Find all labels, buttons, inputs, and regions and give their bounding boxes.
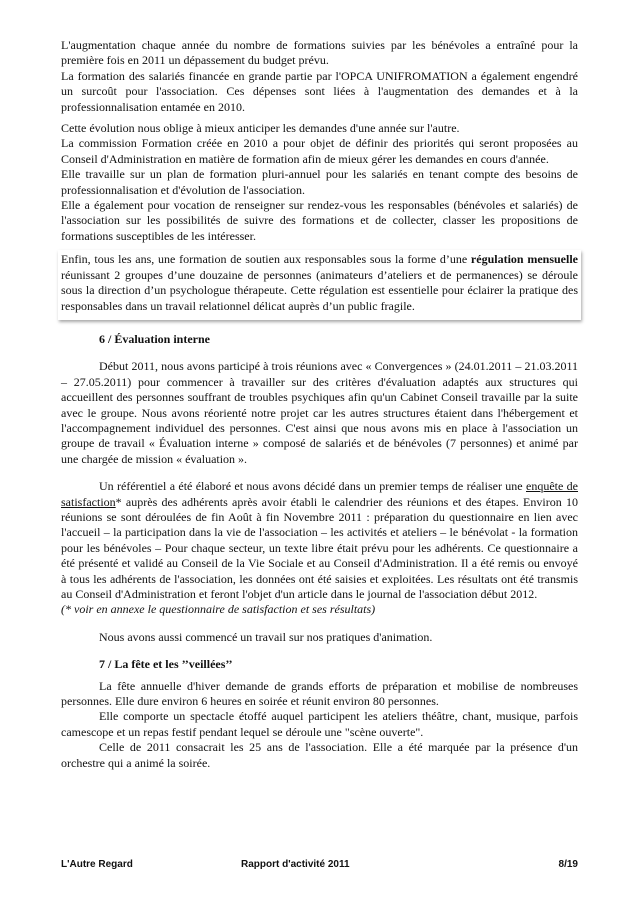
regulation-bold: régulation mensuelle <box>470 252 579 267</box>
section-7-paragraph-winter-party: La fête annuelle d'hiver demande de grands efforts de préparation et mobilise de nombreuses personnes. Elle dure environ 6 heures en soirée et réunit environ 80 personnes. <box>61 678 578 709</box>
boxed-paragraph-regulation <box>58 250 581 320</box>
paragraph-anticipation: Cette évolution nous oblige à mieux anticiper les demandes d'une année sur l'autre. <box>61 121 460 136</box>
spacer <box>61 347 578 359</box>
paragraph-commission: La commission Formation créée en 2010 a pour objet de définir des priorités qui seront proposées au Conseil d'Administration en matière de formation afin de mieux gérer les demandes en cours d'année. <box>61 136 578 166</box>
section-6-heading: 6 / Évaluation interne <box>99 331 211 346</box>
footer-page-number: 8/19 <box>558 859 578 870</box>
paragraph-vocation: Elle a également pour vocation de renseigner sur rendez-vous les responsables (bénévoles et salariés) de l'association sur les possibilités de suivre des formations et de collecter, classer les propositions de formations susceptibles de les intéresser. <box>61 198 578 243</box>
section-6-paragraph-convergences: Début 2011, nous avons participé à trois réunions avec « Convergences » (24.01.2011 – 21.03.2011 – 27.05.2011) pour commencer à travailler sur des critères d'évaluation adaptés aux structures qui accueillent des personnes souffrant de troubles psychiques afin qu'un Cabinet Conseil travaille par la suite avec le groupe. Nous avons réorienté notre projet car les autres structures étaient dans l'hébergement et l'accompagnement individuel des personnes. C'est ainsi que nous avons mis en place à l'association un groupe de travail « Évaluation interne » composé de salariés et de bénévoles (7 personnes) et animé par une chargée de mission « évaluation ». <box>61 359 578 466</box>
spacer <box>61 467 578 479</box>
footer-organization: L'Autre Regard <box>61 859 133 870</box>
spacer <box>61 645 578 657</box>
spacer <box>61 320 578 332</box>
section-6-paragraph-referentiel <box>61 479 578 602</box>
paragraph-salaries-training: La formation des salariés financée en grande partie par l'OPCA UNIFROMATION a également engendré un surcoût pour l'association. Ces dépenses sont liées à l'augmentation des demandes et à la professionnalisation entamée en 2010. <box>61 68 578 114</box>
referentiel-text-rest: * auprès des adhérents après avoir établi le calendrier des réunions et des étapes. Environ 10 réunions se sont déroulées de fin Août à fin Novembre 2011 : préparation du questionnaire en lien avec l'accueil – la participation dans la vie de l'association – les activités et ateliers – le bénévolat - la formation pour les bénévoles – Pour chaque secteur, un texte libre était prévu pour les adhérents. Ce questionnaire a été présenté et validé au Conseil de la Vie Sociale et au Conseil d'Administration. Il a été remis ou envoyé à tous les adhérents de l'association, les données ont été saisies et exploitées. Les résultats ont été transmis au Conseil d'Administration et feront l'objet d'un article dans le journal de l'association début 2012. <box>61 494 578 601</box>
regulation-text-after: réunissant 2 groupes d’une douzaine de personnes (animateurs d’ateliers et de permanences) se déroule sous la direction d’un psychologue thérapeute. Cette régulation est essentielle pour éclairer la pratique des responsables dans un travail relationnel délicat auprès d’un public fragile. <box>61 267 578 313</box>
spacer <box>61 618 578 630</box>
section-7-heading: 7 / La fête et les ’’veillées’’ <box>99 657 233 672</box>
section-7-paragraph-show: Elle comporte un spectacle étoffé auquel participent les ateliers théâtre, chant, musique, parfois camescope et un repas festif pendant lequel se déroule une "scène ouverte". <box>61 709 578 739</box>
document-page <box>61 38 578 771</box>
section-6-paragraph-animation: Nous avons aussi commencé un travail sur nos pratiques d'animation. <box>99 629 433 644</box>
regulation-text <box>61 252 578 314</box>
satisfaction-survey-link: enquête de satisfaction <box>61 479 579 509</box>
regulation-text-before: Enfin, tous les ans, une formation de soutien aux responsables sous la forme d’une <box>61 252 471 267</box>
footer-report-title: Rapport d'activité 2011 <box>241 859 350 870</box>
referentiel-text-start: Un référentiel a été élaboré et nous avons décidé dans un premier temps de réaliser une <box>99 479 526 494</box>
paragraph-training-plan: Elle travaille sur un plan de formation pluri-annuel pour les salariés en tenant compte des besoins de professionnalisation et d'évolution de l'association. <box>61 167 578 197</box>
section-7-paragraph-anniversary: Celle de 2011 consacrait les 25 ans de l'association. Elle a été marquée par la présence d'un orchestre qui a animé la soirée. <box>61 740 578 770</box>
paragraph-budget: L'augmentation chaque année du nombre de formations suivies par les bénévoles a entraîné pour la première fois en 2011 un dépassement du budget prévu. <box>61 38 578 68</box>
annex-note: (* voir en annexe le questionnaire de satisfaction et ses résultats) <box>61 602 376 617</box>
